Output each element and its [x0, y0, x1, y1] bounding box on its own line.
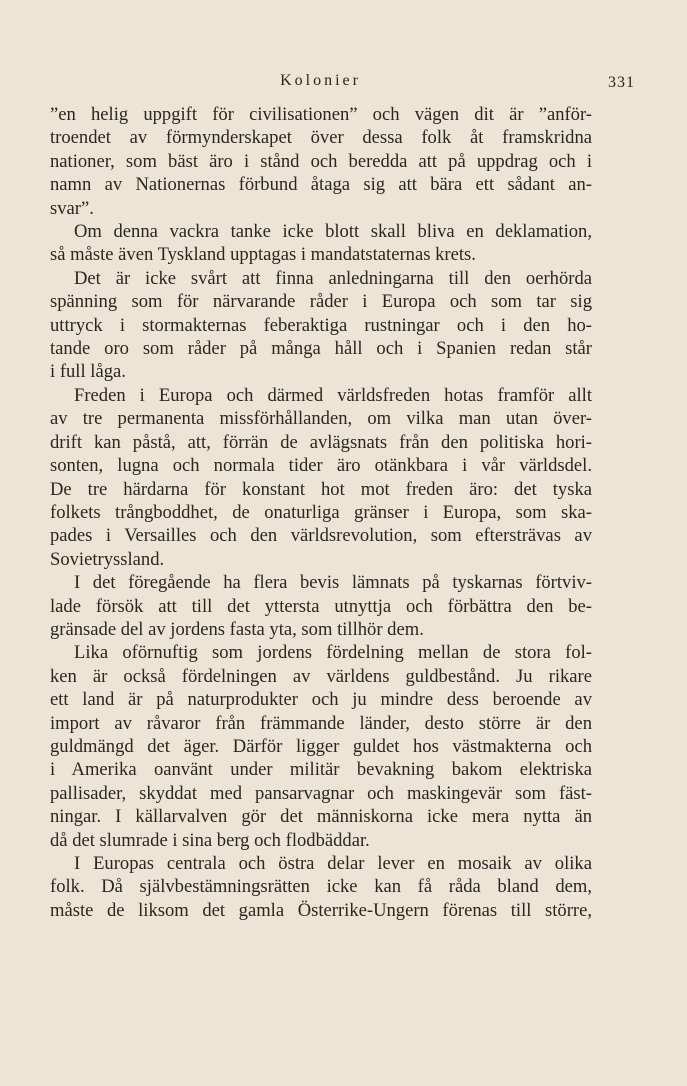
text-line: ningar. I källarvalven gör det människorna icke mera nytta än — [50, 806, 592, 828]
paragraph — [50, 220, 592, 267]
text-line: I det föregående ha flera bevis lämnats på tyskarnas förtviv- — [74, 572, 592, 594]
paragraph — [50, 571, 592, 641]
body-text — [50, 103, 592, 922]
text-line: pallisader, skyddat med pansarvagnar och maskingevär som fäst- — [50, 782, 592, 804]
page-number: 331 — [608, 74, 635, 91]
text-line: Lika oförnuftig som jordens fördelning mellan de stora fol- — [74, 642, 592, 664]
text-line: lade försök att till det yttersta utnyttja och förbättra den be- — [50, 595, 592, 617]
paragraph — [50, 384, 592, 571]
text-line: svar”. — [50, 197, 94, 219]
text-line: så måste även Tyskland upptagas i mandatstaternas krets. — [50, 244, 476, 266]
text-line: guldmängd det äger. Därför ligger guldet hos västmakterna och — [50, 735, 592, 757]
text-line: folk. Då självbestämningsrätten icke kan få råda bland dem, — [50, 876, 592, 898]
text-line: namn av Nationernas förbund åtaga sig att bära ett sådant an- — [50, 174, 592, 196]
text-line: Det är icke svårt att finna anledningarna till den oerhörda — [74, 267, 592, 289]
text-line: drift kan påstå, att, förrän de avlägsnats från den politiska hori- — [50, 431, 592, 453]
running-head: Kolonier — [280, 72, 361, 89]
paragraph — [50, 103, 592, 220]
text-line: gränsade del av jordens fasta yta, som tillhör dem. — [50, 618, 424, 640]
paragraph — [50, 641, 592, 852]
text-line: ”en helig uppgift för civilisationen” och vägen dit är ”anför- — [50, 104, 592, 125]
text-line: folkets trångboddhet, de onaturliga gränser i Europa, som ska- — [50, 501, 592, 523]
text-line: i Amerika oanvänt under militär bevakning bakom elektriska — [50, 759, 592, 781]
paragraph — [50, 852, 592, 922]
text-line: Om denna vackra tanke icke blott skall bliva en deklamation, — [74, 221, 592, 243]
text-line: troendet av förmynderskapet över dessa folk åt framskridna — [50, 127, 592, 149]
text-line: uttryck i stormakternas feberaktiga rustningar och i den ho- — [50, 314, 592, 336]
text-line: i full låga. — [50, 361, 126, 383]
text-line: av tre permanenta missförhållanden, om vilka man utan över- — [50, 408, 592, 430]
text-line: då det slumrade i sina berg och flodbäddar. — [50, 829, 370, 851]
text-line: I Europas centrala och östra delar lever en mosaik av olika — [74, 853, 592, 874]
text-line: pades i Versailles och den världsrevolution, som eftersträvas av — [50, 525, 592, 547]
text-line: nationer, som bäst äro i stånd och beredda att på uppdrag och i — [50, 150, 592, 172]
text-line: ett land är på naturprodukter och ju mindre dess beroende av — [50, 689, 592, 711]
text-line: Sovietryssland. — [50, 548, 165, 570]
paragraph — [50, 267, 592, 384]
text-line: ken är också fördelningen av världens guldbestånd. Ju rikare — [50, 665, 592, 687]
text-line: import av råvaror från främmande länder, desto större är den — [50, 712, 592, 734]
text-line: måste de liksom det gamla Österrike-Ungern förenas till större, — [50, 899, 592, 921]
text-line: De tre härdarna för konstant hot mot freden äro: det tyska — [50, 478, 592, 500]
text-line: Freden i Europa och därmed världsfreden hotas framför allt — [74, 384, 592, 406]
text-line: tande oro som råder på många håll och i Spanien redan står — [50, 338, 592, 360]
text-line: sonten, lugna och normala tider äro otänkbara i vår världsdel. — [50, 455, 592, 477]
text-line: spänning som för närvarande råder i Europa och som tar sig — [50, 291, 592, 313]
